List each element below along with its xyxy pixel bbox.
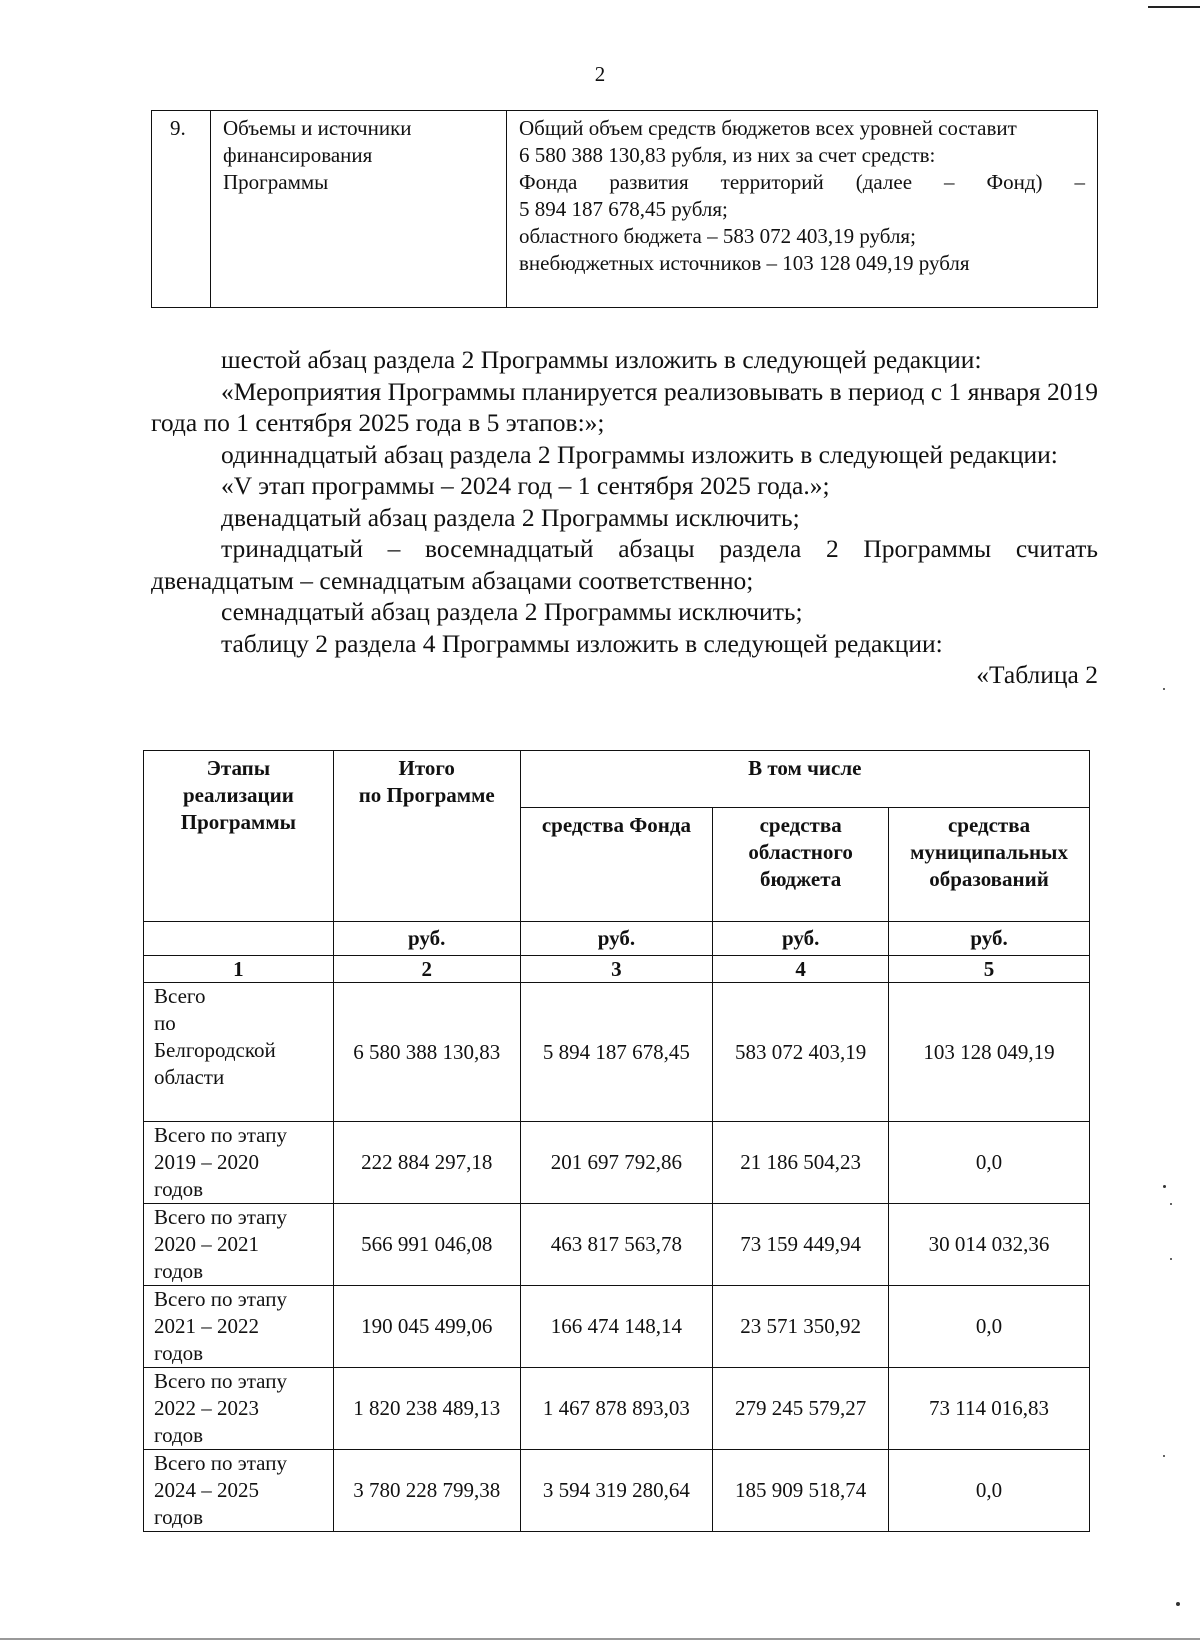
- stage-line: годов: [154, 1259, 204, 1283]
- units-row: [144, 922, 1090, 956]
- paragraph: таблицу 2 раздела 4 Программы изложить в следующей редакции:: [221, 628, 943, 658]
- financing-table: [143, 750, 1090, 1532]
- table-row: [152, 111, 1098, 308]
- paragraph: «V этап программы – 2024 год – 1 сентября 2025 года.»;: [221, 471, 830, 500]
- passport-table: [151, 110, 1098, 308]
- body-text: [151, 344, 1098, 691]
- fund-cell: 5 894 187 678,45: [520, 983, 713, 1122]
- municipal-cell: 30 014 032,36: [889, 1204, 1090, 1286]
- municipal-cell: 0,0: [889, 1450, 1090, 1532]
- fund-cell: 201 697 792,86: [520, 1122, 713, 1204]
- stage-line: Всего по этапу: [154, 1287, 287, 1311]
- header-line: средства: [947, 812, 1031, 837]
- regional-cell: 185 909 518,74: [713, 1450, 889, 1532]
- stage-line: Всего по этапу: [154, 1369, 287, 1393]
- fund-cell: 3 594 319 280,64: [520, 1450, 713, 1532]
- table-caption: «Таблица 2: [976, 660, 1098, 689]
- total-cell: 190 045 499,06: [333, 1286, 520, 1368]
- units-cell: руб.: [713, 922, 889, 956]
- table-row: [144, 1204, 1090, 1286]
- paragraph: одиннадцатый абзац раздела 2 Программы изложить в следующей редакции:: [221, 439, 1058, 469]
- header-line: Итого: [398, 756, 455, 780]
- header-line: по Программе: [358, 783, 495, 807]
- row-name-line: Программы: [223, 170, 329, 194]
- stage-line: 2019 – 2020: [154, 1150, 259, 1174]
- stage-cell: [144, 1204, 334, 1286]
- stage-line: Всего: [154, 984, 206, 1008]
- stage-line: Всего по этапу: [154, 1123, 287, 1147]
- stage-line: годов: [154, 1341, 204, 1365]
- content-line: внебюджетных источников – 103 128 049,19 рубля: [519, 251, 970, 275]
- content-line: Общий объем средств бюджетов всех уровней составит: [519, 116, 1017, 140]
- stage-line: 2022 – 2023: [154, 1396, 259, 1420]
- content-line: Фонда развития территорий (далее – Фонд) –: [519, 170, 1085, 194]
- content-line: 6 580 388 130,83 рубля, из них за счет средств:: [519, 143, 936, 167]
- scan-edge-line: [1148, 6, 1200, 8]
- column-number: 1: [144, 956, 334, 983]
- column-number: 5: [889, 956, 1090, 983]
- column-number: 3: [520, 956, 713, 983]
- paragraph: семнадцатый абзац раздела 2 Программы исключить;: [221, 597, 803, 626]
- header-row: [144, 751, 1090, 808]
- row-content: [507, 111, 1098, 308]
- scan-speck: [1163, 1185, 1166, 1188]
- stage-cell: [144, 1286, 334, 1368]
- column-number: 4: [713, 956, 889, 983]
- paragraph: «Мероприятия Программы планируется реализовывать в период с 1 января 2019 года по 1 сентября 2025 года в 5 этапов:»;: [151, 376, 1098, 437]
- header-stages: [144, 751, 334, 922]
- row-name: [211, 111, 507, 308]
- table-row: [144, 983, 1090, 1122]
- header-total: [333, 751, 520, 922]
- content-line: областного бюджета – 583 072 403,19 рубля;: [519, 224, 916, 248]
- total-cell: 6 580 388 130,83: [333, 983, 520, 1122]
- regional-cell: 21 186 504,23: [713, 1122, 889, 1204]
- header-line: областного: [748, 839, 853, 864]
- stage-cell: [144, 1122, 334, 1204]
- table-row: [144, 1122, 1090, 1204]
- fund-cell: 1 467 878 893,03: [520, 1368, 713, 1450]
- stage-cell: [144, 1368, 334, 1450]
- scan-edge-line-bottom: [0, 1638, 1200, 1640]
- municipal-cell: 0,0: [889, 1286, 1090, 1368]
- header-line: бюджета: [759, 866, 842, 891]
- regional-cell: 279 245 579,27: [713, 1368, 889, 1450]
- header-line: муниципальных: [910, 839, 1068, 864]
- header-fund: средства Фонда: [520, 807, 713, 921]
- table-row: [144, 1450, 1090, 1532]
- stage-cell: [144, 1450, 334, 1532]
- scan-speck: [1163, 688, 1165, 690]
- row-name-line: Объемы и источники: [223, 116, 412, 140]
- stage-line: 2021 – 2022: [154, 1314, 259, 1338]
- header-line: Программы: [180, 810, 297, 834]
- scan-speck: [1170, 1203, 1172, 1205]
- stage-cell: [144, 983, 334, 1122]
- header-municipal: [889, 807, 1090, 921]
- row-number: 9.: [152, 111, 211, 308]
- stage-line: области: [154, 1065, 225, 1089]
- stage-line: Всего по этапу: [154, 1451, 287, 1475]
- stage-line: Всего по этапу: [154, 1205, 287, 1229]
- content-line: 5 894 187 678,45 рубля;: [519, 197, 728, 221]
- scan-speck: [1176, 1602, 1180, 1606]
- page-number: 2: [594, 62, 606, 86]
- paragraph: шестой абзац раздела 2 Программы изложить в следующей редакции:: [221, 345, 982, 374]
- paragraph: тринадцатый – восемнадцатый абзацы раздела 2 Программы считать двенадцатым – семнадцатым абзацами соответственно;: [151, 534, 1098, 595]
- header-line: Этапы: [206, 756, 271, 780]
- fund-cell: 166 474 148,14: [520, 1286, 713, 1368]
- total-cell: 1 820 238 489,13: [333, 1368, 520, 1450]
- municipal-cell: 73 114 016,83: [889, 1368, 1090, 1450]
- table-row: [144, 1368, 1090, 1450]
- regional-cell: 73 159 449,94: [713, 1204, 889, 1286]
- fund-cell: 463 817 563,78: [520, 1204, 713, 1286]
- regional-cell: 23 571 350,92: [713, 1286, 889, 1368]
- scan-speck: [1163, 1455, 1165, 1457]
- stage-line: годов: [154, 1423, 204, 1447]
- table-row: [144, 1286, 1090, 1368]
- row-name-line: финансирования: [223, 143, 373, 167]
- municipal-cell: 0,0: [889, 1122, 1090, 1204]
- units-cell: руб.: [520, 922, 713, 956]
- stage-line: 2020 – 2021: [154, 1232, 259, 1256]
- stage-line: по: [154, 1011, 176, 1035]
- scan-speck: [1170, 1258, 1172, 1260]
- header-including: В том числе: [520, 751, 1089, 808]
- stage-line: годов: [154, 1177, 204, 1201]
- stage-line: 2024 – 2025: [154, 1478, 259, 1502]
- units-cell: [144, 922, 334, 956]
- column-number: 2: [333, 956, 520, 983]
- header-line: реализации: [183, 783, 294, 807]
- units-cell: руб.: [889, 922, 1090, 956]
- regional-cell: 583 072 403,19: [713, 983, 889, 1122]
- total-cell: 566 991 046,08: [333, 1204, 520, 1286]
- stage-line: Белгородской: [154, 1038, 276, 1062]
- paragraph: двенадцатый абзац раздела 2 Программы исключить;: [221, 502, 800, 532]
- total-cell: 222 884 297,18: [333, 1122, 520, 1204]
- header-line: образований: [929, 866, 1049, 891]
- municipal-cell: 103 128 049,19: [889, 983, 1090, 1122]
- column-numbers-row: [144, 956, 1090, 983]
- header-regional: [713, 807, 889, 921]
- stage-line: годов: [154, 1505, 204, 1529]
- header-line: средства: [759, 812, 842, 837]
- total-cell: 3 780 228 799,38: [333, 1450, 520, 1532]
- units-cell: руб.: [333, 922, 520, 956]
